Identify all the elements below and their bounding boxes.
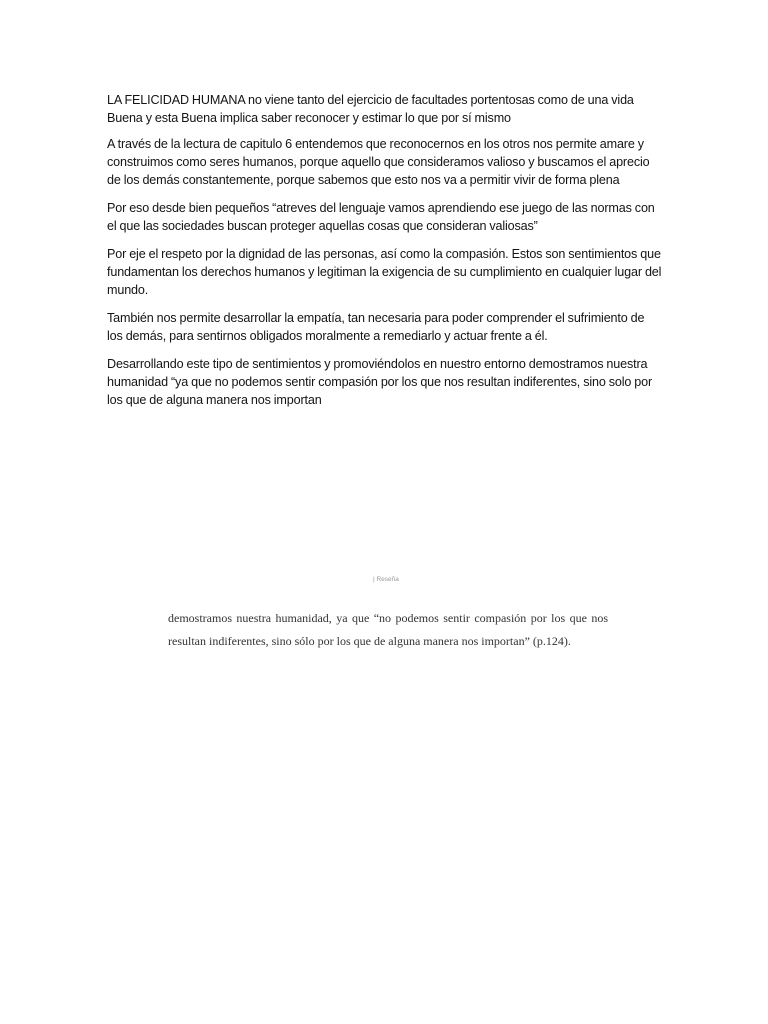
excerpt-label: | Reseña — [373, 576, 399, 583]
paragraph-humanity: Desarrollando este tipo de sentimientos y promoviéndolos en nuestro entorno demostramos nuestra humanidad “ya que no podemos sentir compasión por los que nos resultan indiferentes, sino solo por los que de alguna manera nos importan — [107, 357, 653, 407]
excerpt-line: demostramos nuestra humanidad, ya que “no podemos sentir compasión por los que nos — [168, 611, 608, 625]
excerpt-line: resultan indiferentes, sino sólo por los que de alguna manera nos importan” (p.124). — [168, 634, 571, 648]
paragraph-intro: LA FELICIDAD HUMANA no viene tanto del ejercicio de facultades portentosas como de una vida Buena y esta Buena implica saber reconocer y estimar lo que por sí mismo — [107, 93, 634, 125]
paragraph-dignity: Por eje el respeto por la dignidad de las personas, así como la compasión. Estos son sentimientos que fundamentan los derechos humanos y legitiman la exigencia de su cumplimiento en cualquier lugar del mundo. — [107, 247, 662, 297]
paragraph-empathy: También nos permite desarrollar la empatía, tan necesaria para poder comprender el sufrimiento de los demás, para sentirnos obligados moralmente a remediarlo y actuar frente a él. — [107, 311, 645, 343]
paragraph-chapter-6: A través de la lectura de capitulo 6 entendemos que reconocernos en los otros nos permite amare y construimos como seres humanos, porque aquello que consideramos valioso y buscamos el aprecio de los demás constantemente, porque sabemos que esto nos va a permitir vivir de forma plena — [107, 137, 650, 187]
document-body — [107, 91, 663, 419]
paragraph-language-norms: Por eso desde bien pequeños “atreves del lenguaje vamos aprendiendo ese juego de las normas con el que las sociedades buscan proteger aquellas cosas que consideran valiosas” — [107, 201, 655, 233]
excerpt-image-quote — [168, 607, 608, 653]
